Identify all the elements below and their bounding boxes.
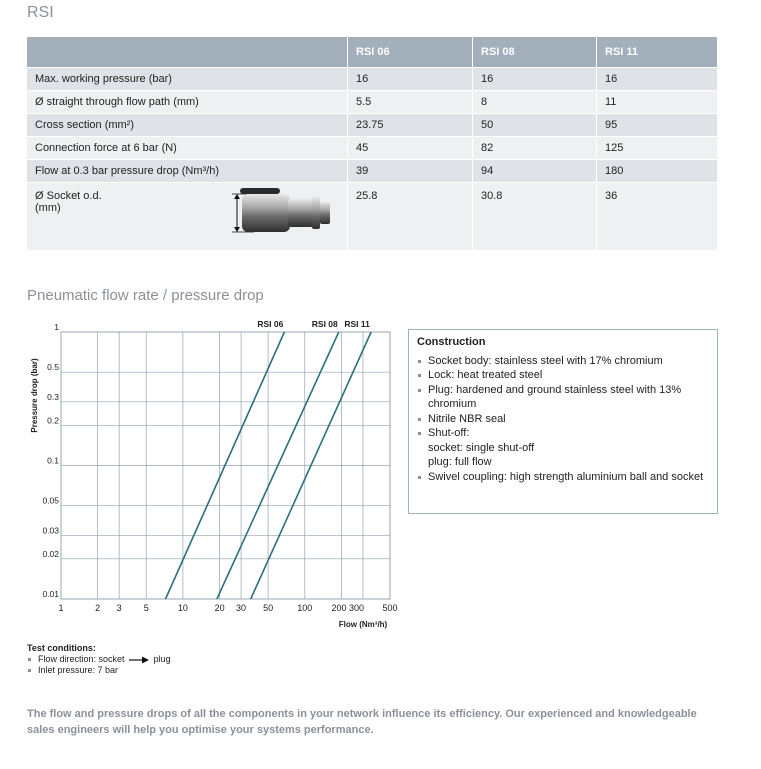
construction-item: Nitrile NBR seal xyxy=(417,412,709,427)
row-label: Ø straight through flow path (mm) xyxy=(27,91,348,114)
table-cell: 5.5 xyxy=(348,91,473,114)
construction-item: Shut-off: xyxy=(417,426,709,441)
test-conditions-title: Test conditions: xyxy=(27,643,96,653)
row-label-unit: (mm) xyxy=(35,202,61,214)
y-tick-label: 0.2 xyxy=(47,415,59,426)
table-cell: 82 xyxy=(473,137,597,160)
table-header-cell: RSI 08 xyxy=(473,37,597,68)
x-tick-label: 50 xyxy=(263,603,274,613)
socket-label-block xyxy=(35,190,339,238)
table-header-row xyxy=(27,37,718,68)
table-cell: 125 xyxy=(597,137,718,160)
y-tick-label: 0.03 xyxy=(42,525,59,536)
test-conditions xyxy=(27,643,171,676)
construction-list xyxy=(417,354,709,485)
table-row xyxy=(27,68,718,91)
x-tick-label: 30 xyxy=(236,603,247,613)
y-tick-label: 0.3 xyxy=(47,391,59,402)
table-cell: 16 xyxy=(348,68,473,91)
socket-image xyxy=(228,188,340,238)
table-header-cell: RSI 11 xyxy=(597,37,718,68)
y-tick-label: 0.1 xyxy=(47,455,59,466)
table-row xyxy=(27,91,718,114)
table-cell: 30.8 xyxy=(473,183,597,251)
table-cell: 45 xyxy=(348,137,473,160)
flow-pressure-chart xyxy=(0,310,410,635)
table-cell: 23.75 xyxy=(348,114,473,137)
flow-direction-from: Flow direction: socket xyxy=(38,654,125,664)
table-header-cell: RSI 06 xyxy=(348,37,473,68)
row-label: Max. working pressure (bar) xyxy=(27,68,348,91)
series-label: RSI 06 xyxy=(257,319,284,329)
page-title: RSI xyxy=(27,4,54,21)
test-condition-flow xyxy=(27,654,171,665)
table-cell: 94 xyxy=(473,160,597,183)
construction-item: Socket body: stainless steel with 17% chromium xyxy=(417,354,709,369)
table-cell: 39 xyxy=(348,160,473,183)
series-label: RSI 08 xyxy=(311,319,338,329)
construction-item: plug: full flow xyxy=(428,456,492,468)
construction-item: Plug: hardened and ground stainless steel with 13% chromium xyxy=(417,383,709,412)
construction-item: socket: single shut-off xyxy=(428,441,535,454)
test-condition-inlet: Inlet pressure: 7 bar xyxy=(27,665,171,676)
spec-table xyxy=(27,37,718,250)
x-tick-labels xyxy=(58,603,397,613)
x-tick-label: 200 300 xyxy=(331,603,365,613)
right-arrow-icon xyxy=(129,656,149,664)
y-tick-label: 0.01 xyxy=(42,589,59,599)
construction-item: Swivel coupling: high strength aluminium ball and socket xyxy=(417,470,709,485)
table-cell: 25.8 xyxy=(348,183,473,251)
table-cell: 11 xyxy=(597,91,718,114)
row-label-cell xyxy=(27,183,348,251)
y-tick-label: 0.02 xyxy=(42,548,59,559)
table-row xyxy=(27,183,718,251)
x-tick-label: 20 xyxy=(214,603,225,613)
flow-direction-to: plug xyxy=(153,654,171,664)
table-cell: 95 xyxy=(597,114,718,137)
row-label: Ø Socket o.d. xyxy=(35,190,102,202)
table-cell: 180 xyxy=(597,160,718,183)
x-tick-label: 2 xyxy=(95,603,101,613)
table-cell: 16 xyxy=(597,68,718,91)
x-tick-label: 5 xyxy=(143,603,149,613)
table-row xyxy=(27,160,718,183)
footer-text: The flow and pressure drops of all the components in your network influence its efficiency. Our experienced and knowledgeable sales engineers will help you optimise your systems performance. xyxy=(27,708,697,736)
x-tick-label: 10 xyxy=(177,603,188,613)
row-label: Cross section (mm²) xyxy=(27,114,348,137)
row-label: Flow at 0.3 bar pressure drop (Nm³/h) xyxy=(27,160,348,183)
table-cell: 8 xyxy=(473,91,597,114)
chart-section-title: Pneumatic flow rate / pressure drop xyxy=(27,287,264,304)
table-cell: 36 xyxy=(597,183,718,251)
x-tick-label: 500 xyxy=(382,603,398,613)
x-tick-label: 1 xyxy=(58,603,64,613)
row-label: Connection force at 6 bar (N) xyxy=(27,137,348,160)
y-tick-label: 0.5 xyxy=(47,362,59,373)
y-tick-label: 0.05 xyxy=(42,495,59,506)
table-row xyxy=(27,137,718,160)
construction-item: Lock: heat treated steel xyxy=(417,368,709,383)
series-label: RSI 11 xyxy=(344,319,370,329)
y-tick-label: 1 xyxy=(54,322,59,332)
x-axis-label: Flow (Nm³/h) xyxy=(338,620,388,629)
table-row xyxy=(27,114,718,137)
y-axis-label: Pressure drop (bar) xyxy=(30,358,39,433)
y-tick-labels xyxy=(42,322,59,599)
x-tick-label: 100 xyxy=(297,603,313,613)
construction-title: Construction xyxy=(417,336,486,348)
table-cell: 50 xyxy=(473,114,597,137)
table-cell: 16 xyxy=(473,68,597,91)
table-header-cell xyxy=(27,37,348,68)
construction-box xyxy=(408,329,718,514)
x-tick-label: 3 xyxy=(116,603,122,613)
